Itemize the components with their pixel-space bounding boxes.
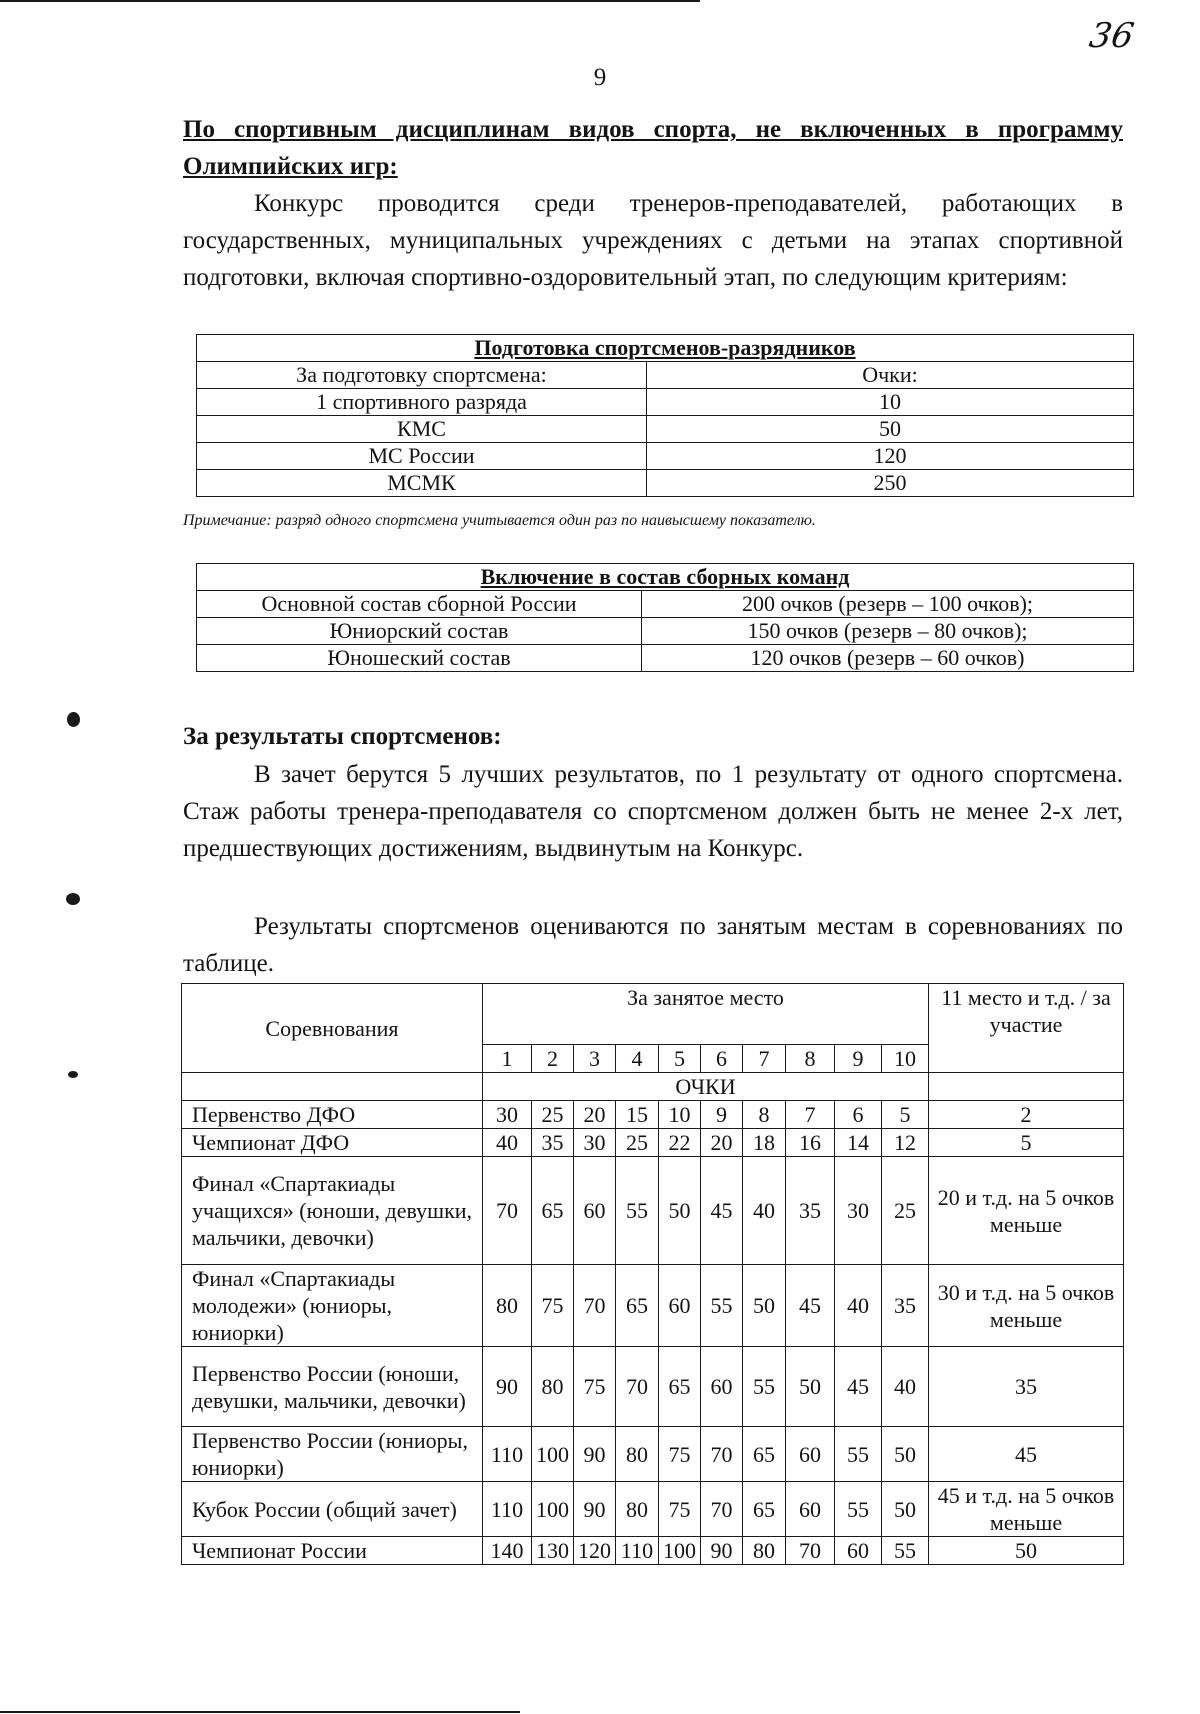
place-points: 45 (786, 1265, 835, 1347)
ranks-note: Примечание: разряд одного спортсмена учитывается один раз по наивысшему показателю. (183, 512, 816, 529)
place-points: 5 (882, 1101, 929, 1129)
ranks-table-title: Подготовка спортсменов-разрядников (197, 335, 1134, 362)
team-points: 150 очков (резерв – 80 очков); (642, 618, 1134, 645)
team-label: Основной состав сборной России (197, 591, 642, 618)
rest-points: 45 и т.д. на 5 очков меньше (929, 1482, 1124, 1537)
ranks-col-header: За подготовку спортсмена: (197, 362, 647, 389)
place-number: 3 (574, 1045, 616, 1073)
place-number: 1 (483, 1045, 532, 1073)
place-points: 60 (786, 1482, 835, 1537)
place-points: 45 (701, 1157, 743, 1265)
place-points: 60 (835, 1537, 882, 1565)
place-points: 80 (616, 1482, 659, 1537)
place-points: 65 (659, 1347, 701, 1427)
rank-label: МСМК (197, 470, 647, 497)
empty-cell (182, 1073, 483, 1101)
place-points: 60 (659, 1265, 701, 1347)
place-points: 75 (659, 1427, 701, 1482)
competition-row (182, 1482, 1124, 1537)
place-number: 10 (882, 1045, 929, 1073)
punch-hole-mark (67, 712, 80, 727)
rest-points: 2 (929, 1101, 1124, 1129)
rest-points: 45 (929, 1427, 1124, 1482)
place-points: 110 (616, 1537, 659, 1565)
place-points: 100 (532, 1427, 574, 1482)
place-points: 40 (483, 1129, 532, 1157)
place-points: 18 (743, 1129, 786, 1157)
rest-points: 20 и т.д. на 5 очков меньше (929, 1157, 1124, 1265)
place-points: 70 (483, 1157, 532, 1265)
place-points: 130 (532, 1537, 574, 1565)
place-points: 55 (701, 1265, 743, 1347)
scan-edge-top (0, 0, 700, 2)
place-points: 60 (701, 1347, 743, 1427)
place-points: 70 (701, 1427, 743, 1482)
place-points: 20 (701, 1129, 743, 1157)
place-points: 100 (532, 1482, 574, 1537)
place-points: 9 (701, 1101, 743, 1129)
competition-name: Первенство России (юниоры, юниорки) (182, 1427, 483, 1482)
place-number: 5 (659, 1045, 701, 1073)
place-points: 8 (743, 1101, 786, 1129)
place-points: 140 (483, 1537, 532, 1565)
competition-name: Чемпионат ДФО (182, 1129, 483, 1157)
place-number: 7 (743, 1045, 786, 1073)
place-points: 50 (659, 1157, 701, 1265)
page-number: 9 (593, 64, 607, 91)
team-label: Юношеский состав (197, 645, 642, 672)
place-points: 12 (882, 1129, 929, 1157)
place-points: 60 (574, 1157, 616, 1265)
competition-name: Кубок России (общий зачет) (182, 1482, 483, 1537)
place-points: 35 (532, 1129, 574, 1157)
competition-row (182, 1347, 1124, 1427)
rest-points: 30 и т.д. на 5 очков меньше (929, 1265, 1124, 1347)
teams-table (196, 563, 1134, 672)
place-points: 110 (483, 1427, 532, 1482)
place-points: 120 (574, 1537, 616, 1565)
scan-speck (68, 1071, 78, 1078)
place-points: 50 (786, 1347, 835, 1427)
handwritten-sheet-number: 36 (1086, 16, 1137, 56)
place-points: 65 (532, 1157, 574, 1265)
place-points: 20 (574, 1101, 616, 1129)
competition-name: Финал «Спартакиады учащихся» (юноши, девушки, мальчики, девочки) (182, 1157, 483, 1265)
place-points: 75 (574, 1347, 616, 1427)
place-points: 60 (786, 1427, 835, 1482)
results-paragraph-1: В зачет берутся 5 лучших результатов, по 1 результату от одного спортсмена. Стаж работы тренера-преподавателя со спортсменом должен быть не менее 2-х лет, предшествующих достижениям, выдвинутым на Конкурс. (183, 761, 1123, 862)
competition-name: Первенство России (юноши, девушки, мальчики, девочки) (182, 1347, 483, 1427)
place-points: 80 (483, 1265, 532, 1347)
place-points: 50 (743, 1265, 786, 1347)
place-points: 50 (882, 1427, 929, 1482)
place-number: 8 (786, 1045, 835, 1073)
competitions-table (181, 983, 1124, 1565)
place-points: 65 (743, 1482, 786, 1537)
competition-row (182, 1129, 1124, 1157)
place-points: 50 (882, 1482, 929, 1537)
scan-speck (66, 893, 80, 905)
place-number: 4 (616, 1045, 659, 1073)
place-points: 55 (835, 1427, 882, 1482)
place-points: 14 (835, 1129, 882, 1157)
place-points: 30 (483, 1101, 532, 1129)
rest-points: 5 (929, 1129, 1124, 1157)
place-points: 70 (786, 1537, 835, 1565)
place-points: 90 (701, 1537, 743, 1565)
place-points: 16 (786, 1129, 835, 1157)
team-points: 200 очков (резерв – 100 очков); (642, 591, 1134, 618)
place-points: 70 (701, 1482, 743, 1537)
rank-points: 250 (647, 470, 1134, 497)
results-heading: За результаты спортсменов: (183, 723, 502, 750)
place-points: 65 (616, 1265, 659, 1347)
rest-points: 35 (929, 1347, 1124, 1427)
place-points: 80 (616, 1427, 659, 1482)
place-number: 9 (835, 1045, 882, 1073)
place-points: 90 (574, 1482, 616, 1537)
place-number: 2 (532, 1045, 574, 1073)
place-points: 40 (835, 1265, 882, 1347)
rest-points: 50 (929, 1537, 1124, 1565)
teams-table-title: Включение в состав сборных команд (197, 564, 1134, 591)
place-points: 110 (483, 1482, 532, 1537)
place-points: 80 (532, 1347, 574, 1427)
rest-col-header: 11 место и т.д. / за участие (929, 984, 1124, 1073)
place-points: 10 (659, 1101, 701, 1129)
rank-points: 10 (647, 389, 1134, 416)
place-points: 35 (786, 1157, 835, 1265)
place-points: 55 (743, 1347, 786, 1427)
rank-label: МС России (197, 443, 647, 470)
competition-row (182, 1265, 1124, 1347)
place-points: 75 (532, 1265, 574, 1347)
competition-name: Первенство ДФО (182, 1101, 483, 1129)
place-points: 90 (483, 1347, 532, 1427)
place-points: 25 (882, 1157, 929, 1265)
points-col-header: Очки: (647, 362, 1134, 389)
place-points: 55 (882, 1537, 929, 1565)
intro-paragraph: Конкурс проводится среди тренеров-преподавателей, работающих в государственных, муниципальных учреждениях с детьми на этапах спортивной подготовки, включая спортивно-оздоровительный этап, по следующим критериям: (183, 190, 1123, 291)
rank-label: КМС (197, 416, 647, 443)
ranks-table (196, 334, 1134, 497)
place-points: 100 (659, 1537, 701, 1565)
place-points: 40 (882, 1347, 929, 1427)
place-points: 70 (616, 1347, 659, 1427)
place-points: 75 (659, 1482, 701, 1537)
place-points: 30 (574, 1129, 616, 1157)
competition-col-header: Соревнования (182, 984, 483, 1073)
competition-name: Финал «Спартакиады молодежи» (юниоры, юниорки) (182, 1265, 483, 1347)
section-heading: По спортивным дисциплинам видов спорта, не включенных в программу Олимпийских игр: (183, 116, 1123, 180)
competition-name: Чемпионат России (182, 1537, 483, 1565)
rank-label: 1 спортивного разряда (197, 389, 647, 416)
place-col-header: За занятое место (483, 984, 929, 1045)
competition-row (182, 1427, 1124, 1482)
competition-row (182, 1157, 1124, 1265)
place-points: 40 (743, 1157, 786, 1265)
place-points: 80 (743, 1537, 786, 1565)
place-points: 45 (835, 1347, 882, 1427)
place-number: 6 (701, 1045, 743, 1073)
place-points: 25 (616, 1129, 659, 1157)
place-points: 6 (835, 1101, 882, 1129)
place-points: 90 (574, 1427, 616, 1482)
place-points: 7 (786, 1101, 835, 1129)
place-points: 55 (835, 1482, 882, 1537)
empty-cell (929, 1073, 1124, 1101)
place-points: 55 (616, 1157, 659, 1265)
place-points: 35 (882, 1265, 929, 1347)
team-label: Юниорский состав (197, 618, 642, 645)
place-points: 65 (743, 1427, 786, 1482)
place-points: 30 (835, 1157, 882, 1265)
place-points: 22 (659, 1129, 701, 1157)
competition-row (182, 1101, 1124, 1129)
rank-points: 120 (647, 443, 1134, 470)
points-label: ОЧКИ (483, 1073, 929, 1101)
scan-edge-bottom (0, 1711, 520, 1713)
place-points: 15 (616, 1101, 659, 1129)
place-points: 25 (532, 1101, 574, 1129)
place-points: 70 (574, 1265, 616, 1347)
competition-row (182, 1537, 1124, 1565)
rank-points: 50 (647, 416, 1134, 443)
team-points: 120 очков (резерв – 60 очков) (642, 645, 1134, 672)
results-paragraph-2: Результаты спортсменов оцениваются по занятым местам в соревнованиях по таблице. (183, 913, 1123, 977)
